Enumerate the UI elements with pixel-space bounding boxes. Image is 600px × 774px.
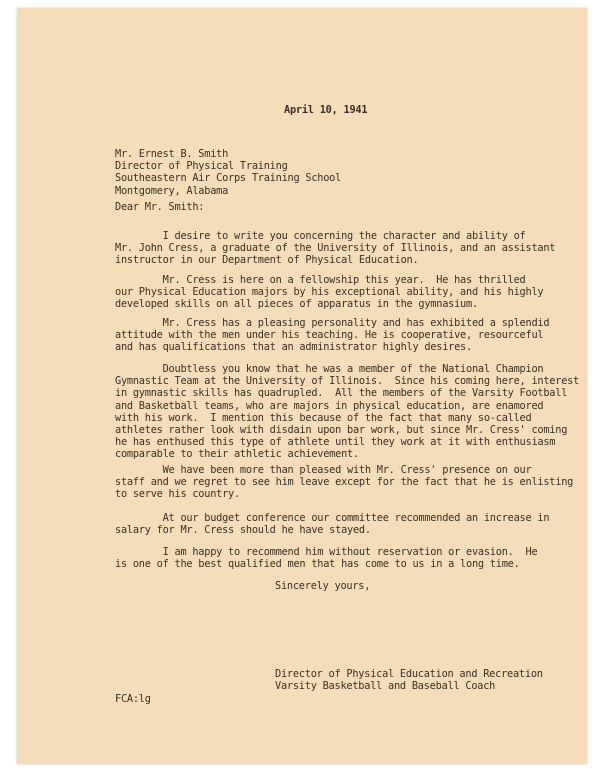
paragraph-3: Mr. Cress has a pleasing personality and has exhibited a splendid attitude with the men under his teaching. He is cooperative, resourceful and has qualifications that an administrator highly desires. (115, 317, 550, 354)
paragraph-4: Doubtless you know that he was a member of the National Champion Gymnastic Team at the University of Illinois. Since his coming here, interest in gymnastic skills has quadrupled. All the members of the Varsity Football and Basketball teams, who are majors in physical education, are enamored with his work. I mention this because of the fact that many so-called athletes rather look with disdain upon bar work, but since Mr. Cress' coming he has enthused this type of athlete until they work at it with enthusiasm comparable to their athletic achievement. (115, 363, 580, 461)
letter-date: April 10, 1941 (284, 104, 368, 116)
complimentary-closing: Sincerely yours, (275, 580, 371, 592)
recipient-organization: Southeastern Air Corps Training School (115, 172, 342, 185)
letter-page (17, 8, 587, 764)
salutation: Dear Mr. Smith: (115, 201, 205, 213)
signature-line-1: Director of Physical Education and Recreation (275, 668, 543, 680)
paragraph-1: I desire to write you concerning the character and ability of Mr. John Cress, a graduate of the University of Illinois, and an assistant instructor in our Department of Physical Education. (115, 230, 556, 267)
recipient-location: Montgomery, Alabama (115, 184, 229, 197)
recipient-address (115, 148, 341, 197)
typist-initials: FCA:lg (115, 693, 151, 705)
paragraph-7: I am happy to recommend him without reservation or evasion. He is one of the best qualified men that has come to us in a long time. (115, 546, 538, 571)
paragraph-2: Mr. Cress is here on a fellowship this year. He has thrilled our Physical Education majors by his exceptional ability, and his highly developed skills on all pieces of apparatus in the gymnasium. (115, 274, 544, 311)
signature-line-2: Varsity Basketball and Baseball Coach (275, 680, 496, 693)
paragraph-5: We have been more than pleased with Mr. Cress' presence on our staff and we regret to see him leave except for the fact that he is enlisting to serve his country. (115, 464, 574, 501)
signature-block (275, 668, 543, 692)
recipient-title: Director of Physical Training (115, 160, 288, 173)
recipient-name: Mr. Ernest B. Smith (115, 148, 229, 160)
paragraph-6: At our budget conference our committee recommended an increase in salary for Mr. Cress should he have stayed. (115, 512, 550, 537)
